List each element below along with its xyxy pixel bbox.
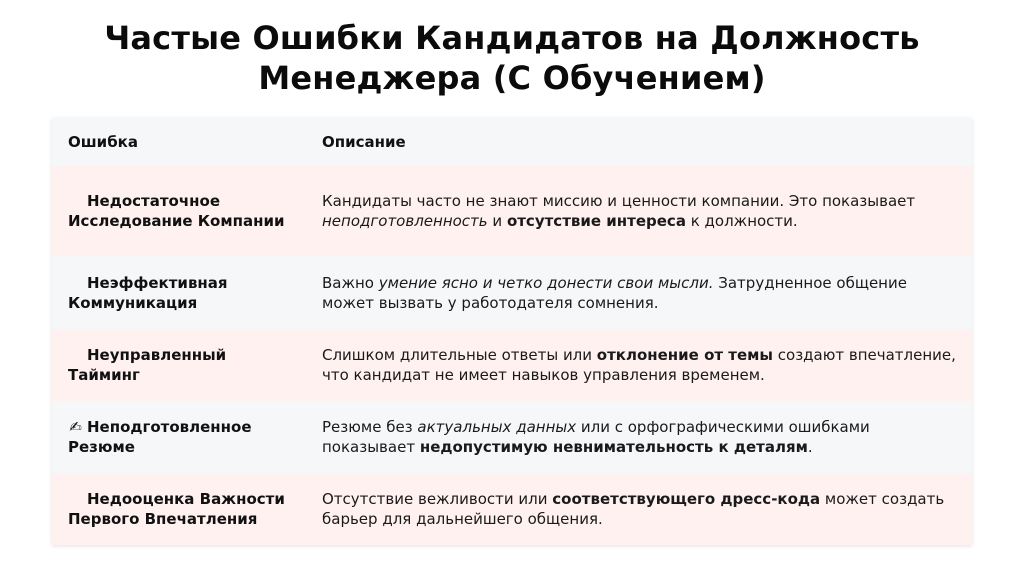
error-cell — [52, 417, 306, 457]
error-title: Недооценка Важности Первого Впечатления — [68, 490, 285, 528]
description-text: Отсутствие вежливости или — [322, 490, 553, 508]
page-title-line-1: Частые Ошибки Кандидатов на Должность — [104, 19, 920, 57]
description-text: и — [487, 212, 507, 230]
error-title: Неподготовленное Резюме — [68, 418, 252, 456]
table-row — [52, 329, 972, 401]
description-text: актуальных данных — [417, 418, 577, 436]
description-text: отсутствие интереса — [506, 212, 686, 230]
description-text: может создать барьер для дальнейшего общения. — [322, 490, 945, 528]
error-cell — [52, 489, 306, 529]
description-text: Кандидаты часто не знают миссию и ценности компании. Это показывает — [322, 192, 916, 210]
description-text: создают впечатление, что кандидат не имеет навыков управления временем. — [322, 346, 956, 384]
header-description: Описание — [322, 133, 406, 151]
error-cell — [52, 345, 306, 385]
error-cell — [52, 273, 306, 313]
description-text: . — [807, 438, 813, 456]
table-row — [52, 166, 972, 256]
description-text: умение ясно и четко донести свои мысли. — [378, 273, 714, 292]
description-text: отклонение от темы — [596, 346, 773, 364]
page-title-line-2: Менеджера (С Обучением) — [258, 59, 766, 97]
error-title: Неуправленный Тайминг — [68, 346, 227, 384]
description-text: соответствующего дресс-кода — [552, 490, 821, 508]
errors-table — [52, 118, 972, 545]
description-cell — [306, 273, 972, 313]
table-row — [52, 401, 972, 473]
table-header — [52, 118, 972, 166]
error-title: Недостаточное Исследование Компании — [68, 192, 285, 230]
description-text: Резюме без — [322, 418, 418, 436]
description-text: неподготовленность — [322, 212, 488, 230]
description-cell — [306, 191, 972, 231]
error-title: Неэффективная Коммуникация — [68, 273, 228, 312]
description-text: Слишком длительные ответы или — [322, 346, 597, 364]
description-text: Затрудненное общение может вызвать у работодателя сомнения. — [322, 273, 907, 312]
description-cell — [306, 417, 972, 457]
page-title — [0, 18, 1024, 98]
table-row — [52, 256, 972, 329]
writing-hand-icon: ✍ — [69, 418, 82, 436]
description-text: недопустимую невнимательность к деталям — [419, 438, 808, 456]
description-text: или с орфографическими ошибками показывает — [322, 418, 870, 456]
description-text: Важно — [322, 273, 379, 292]
description-text: к должности. — [685, 212, 798, 230]
error-cell — [52, 191, 306, 231]
header-error: Ошибка — [68, 133, 138, 151]
description-cell — [306, 345, 972, 385]
description-cell — [306, 489, 972, 529]
table-row — [52, 473, 972, 545]
